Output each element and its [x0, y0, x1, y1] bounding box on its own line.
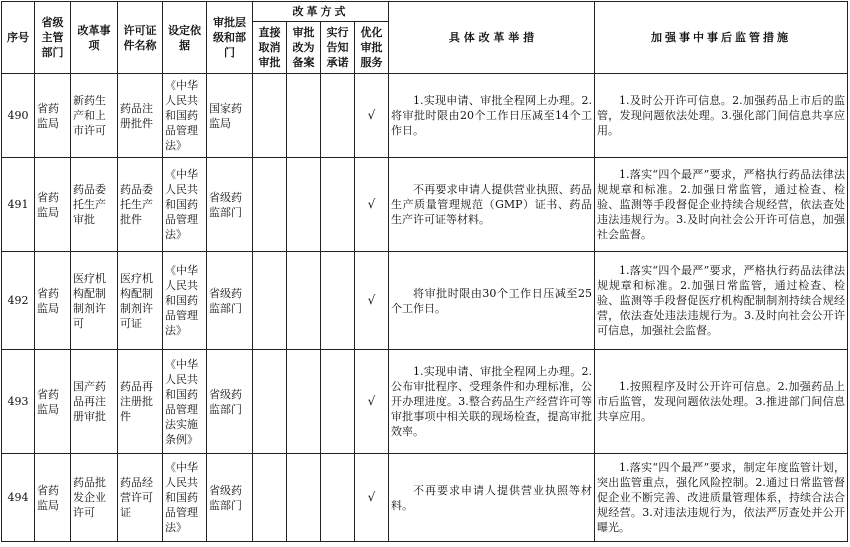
- header-seq: 序号: [2, 2, 35, 74]
- cell-optimize: √: [355, 158, 389, 252]
- cell-item: 药品批发企业许可: [71, 454, 118, 542]
- cell-record: [287, 454, 321, 542]
- table-row: [2, 74, 848, 158]
- cell-item: 药品委托生产审批: [71, 158, 118, 252]
- cell-optimize: √: [355, 454, 389, 542]
- cell-dept: 省药监局: [35, 74, 71, 158]
- cell-level: 省级药监部门: [207, 350, 253, 454]
- cell-supervision: 1.落实“四个最严”要求，严格执行药品法律法规规章和标准。2.加强日常监管，通过检查、检验、监测等手段督促医疗机构配制制剂持续合规经营，依法查处违法违规行为。3.及时向社会公开许可信息，加强社会监督。: [595, 252, 848, 350]
- cell-level: 国家药监局: [207, 74, 253, 158]
- cell-record: [287, 252, 321, 350]
- cell-item: 国产药品再注册审批: [71, 350, 118, 454]
- cell-basis: 《中华人民共和国药品管理法》: [163, 252, 207, 350]
- header-record: 审批改为备案: [287, 22, 321, 74]
- cell-supervision: 1.落实“四个最严”要求，严格执行药品法律法规规章和标准。2.加强日常监管，通过检查、检验、监测等手段督促企业持续合规经营，依法查处违法违规行为。3.及时向社会公开许可信息，加强社会监督。: [595, 158, 848, 252]
- table-row: [2, 158, 848, 252]
- cell-record: [287, 74, 321, 158]
- cell-seq: 493: [2, 350, 35, 454]
- cell-seq: 491: [2, 158, 35, 252]
- cell-supervision: 1.及时公开许可信息。2.加强药品上市后的监管，发现问题依法处理。3.强化部门间信息共享应用。: [595, 74, 848, 158]
- cell-notify: [321, 454, 355, 542]
- cell-cancel: [253, 454, 287, 542]
- cell-notify: [321, 350, 355, 454]
- cell-basis: 《中华人民共和国药品管理法实施条例》: [163, 350, 207, 454]
- cell-item: 新药生产和上市许可: [71, 74, 118, 158]
- cell-seq: 492: [2, 252, 35, 350]
- header-supervision: 加强事中事后监管措施: [595, 2, 848, 74]
- cell-dept: 省药监局: [35, 252, 71, 350]
- cell-item: 医疗机构配制制剂许可: [71, 252, 118, 350]
- header-basis: 设定依据: [163, 2, 207, 74]
- header-cancel: 直接取消审批: [253, 22, 287, 74]
- cell-measures: 1.实现申请、审批全程网上办理。2.将审批时限由20个工作日压减至14个工作日。: [389, 74, 595, 158]
- cell-optimize: √: [355, 252, 389, 350]
- cell-dept: 省药监局: [35, 158, 71, 252]
- cell-dept: 省药监局: [35, 454, 71, 542]
- reform-table: [1, 1, 848, 542]
- cell-measures: 将审批时限由30个工作日压减至25个工作日。: [389, 252, 595, 350]
- cell-notify: [321, 74, 355, 158]
- cell-record: [287, 158, 321, 252]
- cell-cancel: [253, 158, 287, 252]
- cell-basis: 《中华人民共和国药品管理法》: [163, 158, 207, 252]
- header-row-1: [2, 2, 848, 22]
- cell-measures: 不再要求申请人提供营业执照等材料。: [389, 454, 595, 542]
- cell-basis: 《中华人民共和国药品管理法》: [163, 74, 207, 158]
- cell-license: 药品注册批件: [118, 74, 163, 158]
- header-optimize: 优化审批服务: [355, 22, 389, 74]
- cell-level: 省级药监部门: [207, 252, 253, 350]
- cell-level: 省级药监部门: [207, 158, 253, 252]
- header-measures: 具 体 改 革 举 措: [389, 2, 595, 74]
- header-item: 改革事项: [71, 2, 118, 74]
- cell-cancel: [253, 74, 287, 158]
- cell-license: 药品委托生产批件: [118, 158, 163, 252]
- cell-supervision: 1.按照程序及时公开许可信息。2.加强药品上市后监管，发现问题依法处理。3.推进部门间信息共享应用。: [595, 350, 848, 454]
- cell-level: 省级药监部门: [207, 454, 253, 542]
- cell-seq: 494: [2, 454, 35, 542]
- cell-measures: 1.实现申请、审批全程网上办理。2.公布审批程序、受理条件和办理标准，公开办理进度。3.整合药品生产经营许可等审批事项中相关联的现场检查，提高审批效率。: [389, 350, 595, 454]
- cell-dept: 省药监局: [35, 350, 71, 454]
- table-row: [2, 454, 848, 542]
- cell-seq: 490: [2, 74, 35, 158]
- table-row: [2, 350, 848, 454]
- cell-measures: 不再要求申请人提供营业执照、药品生产质量管理规范（GMP）证书、药品生产许可证等材料。: [389, 158, 595, 252]
- cell-license: 药品经营许可证: [118, 454, 163, 542]
- cell-cancel: [253, 350, 287, 454]
- header-reform-group: 改革方式: [253, 2, 389, 22]
- cell-record: [287, 350, 321, 454]
- cell-notify: [321, 158, 355, 252]
- cell-optimize: √: [355, 74, 389, 158]
- cell-cancel: [253, 252, 287, 350]
- header-notify: 实行告知承诺: [321, 22, 355, 74]
- header-level: 审批层级和部门: [207, 2, 253, 74]
- cell-notify: [321, 252, 355, 350]
- cell-basis: 《中华人民共和国药品管理法》: [163, 454, 207, 542]
- table-row: [2, 252, 848, 350]
- cell-optimize: √: [355, 350, 389, 454]
- cell-license: 医疗机构配制制剂许可证: [118, 252, 163, 350]
- header-license: 许可证件名称: [118, 2, 163, 74]
- header-dept: 省级主管部门: [35, 2, 71, 74]
- cell-license: 药品再注册批件: [118, 350, 163, 454]
- cell-supervision: 1.落实“四个最严”要求，制定年度监管计划，突出监管重点，强化风险控制。2.通过日常监管督促企业不断完善、改进质量管理体系，持续合法合规经营。3.对违法违规行为，依法严厉查处并公开曝光。: [595, 454, 848, 542]
